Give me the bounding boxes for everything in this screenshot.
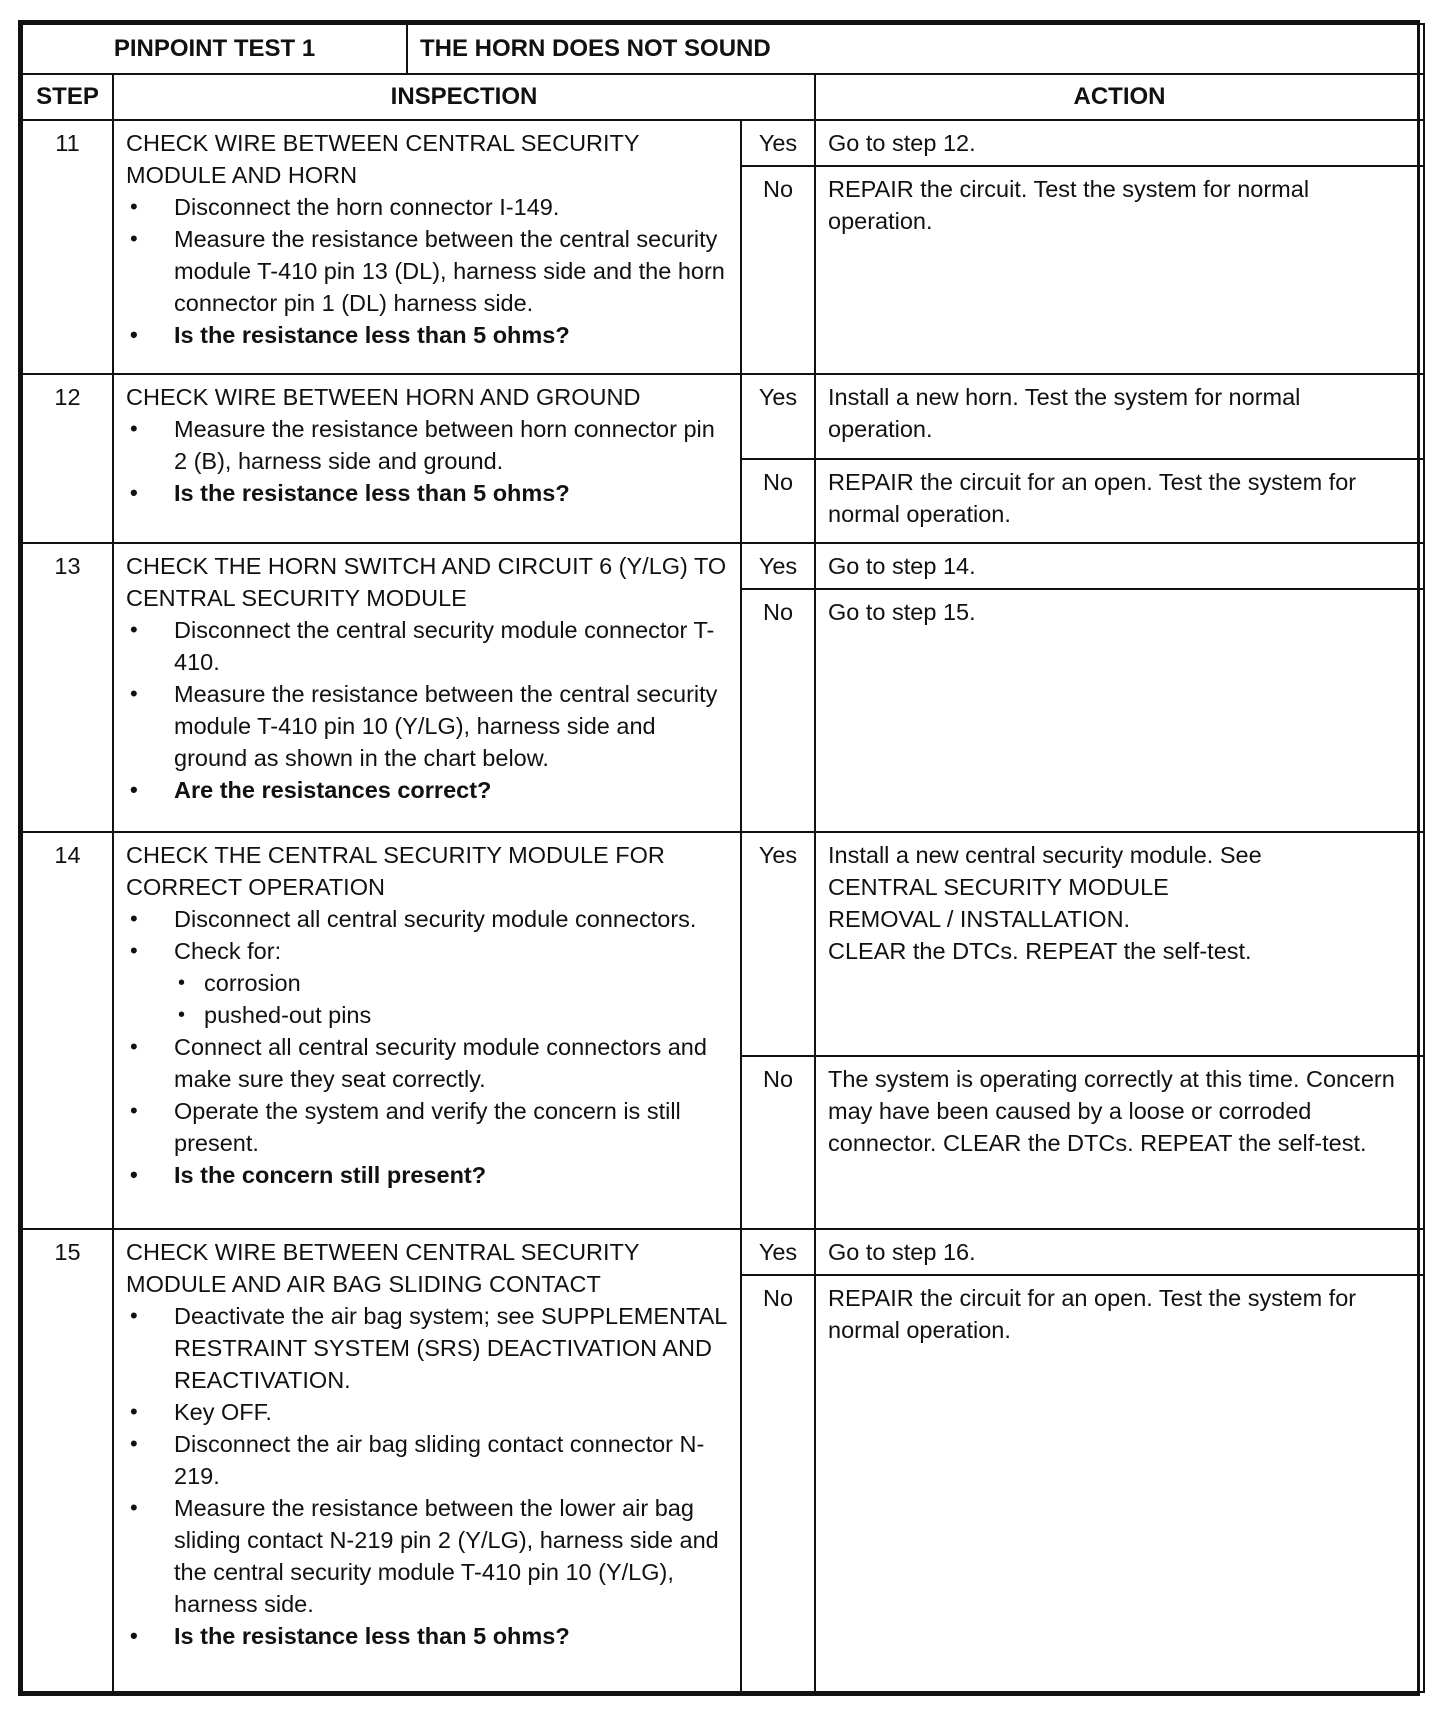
inspection-question: • Are the resistances correct? xyxy=(126,774,728,806)
yes-label: Yes xyxy=(741,374,815,459)
step-number: 13 xyxy=(22,543,113,832)
step-title: CHECK WIRE BETWEEN CENTRAL SECURITY MODULE AND AIR BAG SLIDING CONTACT xyxy=(126,1239,640,1298)
inspection-question: • Is the resistance less than 5 ohms? xyxy=(126,477,728,509)
column-header-inspection: INSPECTION xyxy=(113,74,815,120)
yes-action: Go to step 14. xyxy=(815,543,1424,589)
inspection-bullet-list xyxy=(126,191,728,351)
step-title: CHECK THE CENTRAL SECURITY MODULE FOR CORRECT OPERATION xyxy=(126,842,665,901)
inspection-bullet: • Disconnect the horn connector I-149. xyxy=(126,191,728,223)
pinpoint-test-table xyxy=(21,23,1425,1693)
yes-label: Yes xyxy=(741,1229,815,1275)
no-action: REPAIR the circuit. Test the system for normal operation. xyxy=(815,166,1424,374)
step-row-15 xyxy=(22,1229,1424,1275)
inspection-question: • Is the resistance less than 5 ohms? xyxy=(126,319,728,351)
no-action: REPAIR the circuit for an open. Test the system for normal operation. xyxy=(815,459,1424,544)
inspection-bullet: • Disconnect the central security module connector T-410. xyxy=(126,614,728,678)
inspection-bullet: • Measure the resistance between the central security module T-410 pin 13 (DL), harness side and the horn connector pin 1 (DL) harness side. xyxy=(126,223,728,319)
step-row-14 xyxy=(22,832,1424,1056)
inspection-bullet: • Measure the resistance between the lower air bag sliding contact N-219 pin 2 (Y/LG), harness side and the central security module T-410 pin 10 (Y/LG), harness side. xyxy=(126,1492,728,1620)
step-row-12 xyxy=(22,374,1424,459)
yes-label: Yes xyxy=(741,543,815,589)
step-number: 14 xyxy=(22,832,113,1229)
inspection-bullet: • Measure the resistance between the central security module T-410 pin 10 (Y/LG), harness side and ground as shown in the chart below. xyxy=(126,678,728,774)
yes-label: Yes xyxy=(741,832,815,1056)
inspection-bullet: • Connect all central security module connectors and make sure they seat correctly. xyxy=(126,1031,728,1095)
test-label: PINPOINT TEST 1 xyxy=(22,24,407,74)
step-inspection xyxy=(113,832,741,1229)
no-label: No xyxy=(741,1056,815,1229)
inspection-bullet: • Disconnect the air bag sliding contact connector N-219. xyxy=(126,1428,728,1492)
yes-action-line: CLEAR the DTCs. REPEAT the self-test. xyxy=(828,938,1252,965)
no-label: No xyxy=(741,166,815,374)
inspection-bullet: • Deactivate the air bag system; see SUPPLEMENTAL RESTRAINT SYSTEM (SRS) DEACTIVATION AND REACTIVATION. xyxy=(126,1300,728,1396)
inspection-bullet: • Disconnect all central security module connectors. xyxy=(126,903,728,935)
column-header-action: ACTION xyxy=(815,74,1424,120)
inspection-bullet-text: Check for: xyxy=(174,938,282,965)
step-title: CHECK THE HORN SWITCH AND CIRCUIT 6 (Y/LG) TO CENTRAL SECURITY MODULE xyxy=(126,553,727,612)
step-inspection xyxy=(113,120,741,374)
no-label: No xyxy=(741,459,815,544)
step-inspection xyxy=(113,543,741,832)
inspection-bullet xyxy=(126,935,728,1031)
no-label: No xyxy=(741,1275,815,1692)
step-inspection xyxy=(113,374,741,543)
no-action: Go to step 15. xyxy=(815,589,1424,832)
inspection-bullet: • Operate the system and verify the concern is still present. xyxy=(126,1095,728,1159)
pinpoint-test-document xyxy=(18,20,1420,1696)
inspection-bullet: • Key OFF. xyxy=(126,1396,728,1428)
test-title: THE HORN DOES NOT SOUND xyxy=(407,24,1424,74)
no-action: REPAIR the circuit for an open. Test the system for normal operation. xyxy=(815,1275,1424,1692)
column-header-step: STEP xyxy=(22,74,113,120)
column-header-row xyxy=(22,74,1424,120)
inspection-bullet-list xyxy=(126,1300,728,1652)
yes-action: Install a new horn. Test the system for normal operation. xyxy=(815,374,1424,459)
step-number: 11 xyxy=(22,120,113,374)
no-action: The system is operating correctly at this time. Concern may have been caused by a loose or corroded connector. CLEAR the DTCs. REPEAT the self-test. xyxy=(815,1056,1424,1229)
yes-action-line: CENTRAL SECURITY MODULE xyxy=(828,874,1169,901)
step-number: 12 xyxy=(22,374,113,543)
yes-action-line: Install a new central security module. See xyxy=(828,842,1262,869)
yes-label: Yes xyxy=(741,120,815,166)
yes-action: Go to step 12. xyxy=(815,120,1424,166)
yes-action: Go to step 16. xyxy=(815,1229,1424,1275)
yes-action-line: REMOVAL / INSTALLATION. xyxy=(828,906,1131,933)
step-inspection xyxy=(113,1229,741,1692)
inspection-bullet-list xyxy=(126,614,728,806)
step-number: 15 xyxy=(22,1229,113,1692)
no-label: No xyxy=(741,589,815,832)
yes-action xyxy=(815,832,1424,1056)
step-title: CHECK WIRE BETWEEN CENTRAL SECURITY MODULE AND HORN xyxy=(126,130,640,188)
inspection-question: • Is the concern still present? xyxy=(126,1159,728,1191)
step-row-11 xyxy=(22,120,1424,166)
inspection-bullet-list xyxy=(126,413,728,509)
inspection-sub-bullet: • pushed-out pins xyxy=(174,999,728,1031)
inspection-bullet-list xyxy=(126,903,728,1191)
inspection-sub-bullet: • corrosion xyxy=(174,967,728,999)
inspection-bullet: • Measure the resistance between horn connector pin 2 (B), harness side and ground. xyxy=(126,413,728,477)
step-row-13 xyxy=(22,543,1424,589)
inspection-sub-list xyxy=(174,967,728,1031)
inspection-question: • Is the resistance less than 5 ohms? xyxy=(126,1620,728,1652)
test-header-row xyxy=(22,24,1424,74)
step-title: CHECK WIRE BETWEEN HORN AND GROUND xyxy=(126,384,641,411)
